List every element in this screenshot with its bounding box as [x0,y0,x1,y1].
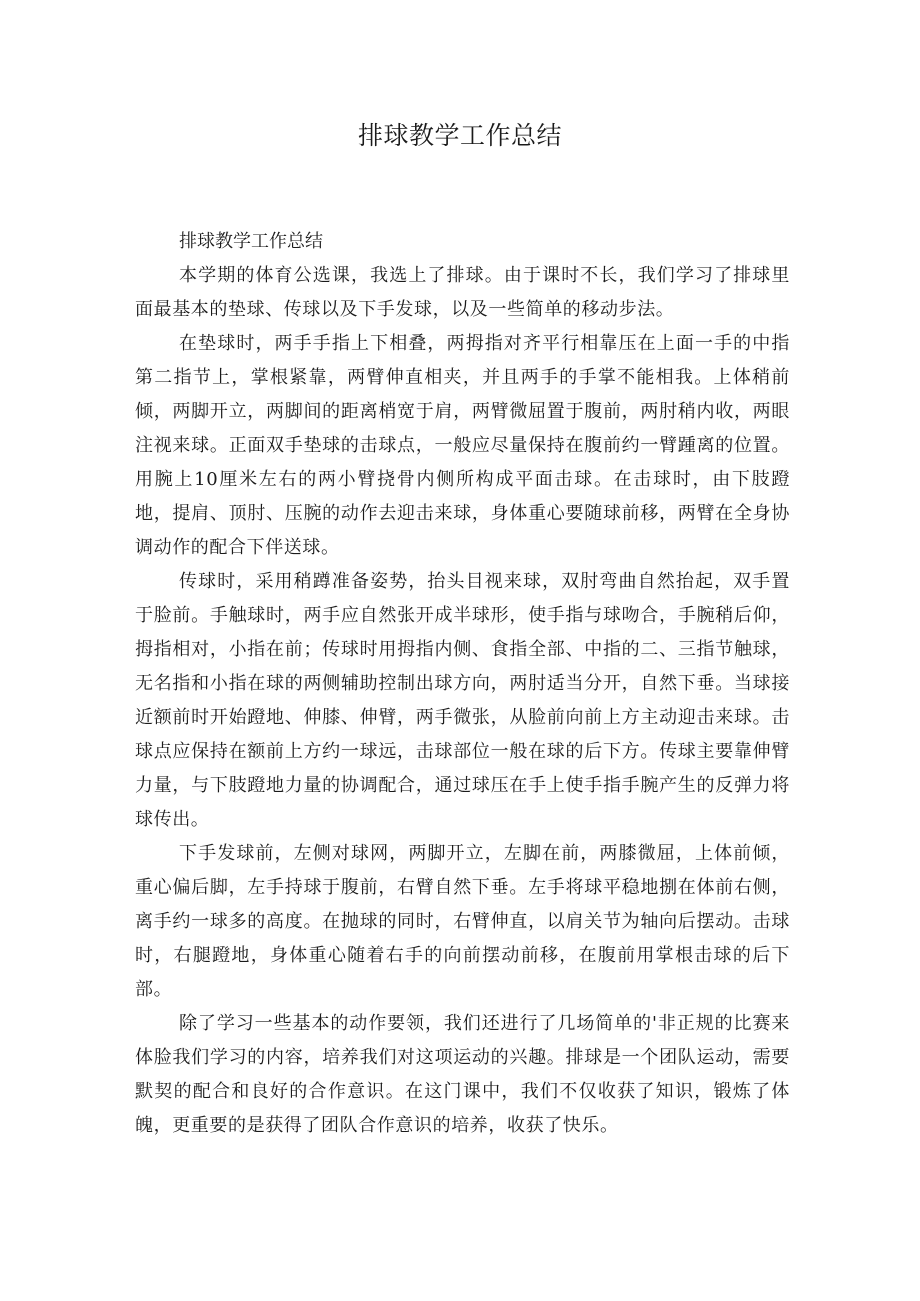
paragraph-conclusion: 除了学习一些基本的动作要领，我们还进行了几场简单的'非正规的比赛来体脸我们学习的内容，培养我们对这项运动的兴趣。排球是一个团队运动，需要默契的配合和良好的合作意识。在这门课中，我们不仅收获了知识，锻炼了体魄，更重要的是获得了团队合作意识的培养，收获了快乐。 [135,1013,790,1136]
paragraph-set: 传球时，采用稍蹲准备姿势，抬头目视来球，双肘弯曲自然抬起，双手置于脸前。手触球时，两手应自然张开成半球形，使手指与球吻合，手腕稍后仰，拇指相对，小指在前；传球时用拇指内侧、食指全部、中指的二、三指节触球，无名指和小指在球的两侧辅助控制出球方向，两肘适当分开，自然下垂。当球接近额前时开始蹬地、伸膝、伸臂，两手微张，从脸前向前上方主动迎击来球。击球点应保持在额前上方约一球远，击球部位一般在球的后下方。传球主要靠伸臂力量，与下肢蹬地力量的协调配合，通过球压在手上使手指手腕产生的反弹力将球传出。 [135,571,790,830]
paragraph-intro: 本学期的体育公选课，我选上了排球。由于课时不长，我们学习了排球里面最基本的垫球、传球以及下手发球，以及一些简单的移动步法。 [135,265,790,320]
paragraph-dig: 在垫球时，两手手指上下相叠，两拇指对齐平行相靠压在上面一手的中指第二指节上，掌根紧靠，两臂伸直相夹，并且两手的手掌不能相我。上体稍前倾，两脚开立，两脚间的距离梢宽于肩，两臂微屈置于腹前，两肘稍内收，两眼注视来球。正面双手垫球的击球点，一般应尽量保持在腹前约一臂踵离的位置。用腕上10厘米左右的两小臂挠骨内侧所构成平面击球。在击球时，由下肢蹬地，提肩、顶肘、压腕的动作去迎击来球，身体重心要随球前移，两臂在全身协调动作的配合下伴送球。 [135,333,790,558]
document-subtitle: 排球教学工作总结 [179,231,323,252]
paragraph-serve: 下手发球前，左侧对球网，两脚开立，左脚在前，两膝微屈，上体前倾，重心偏后脚，左手持球于腹前，右臂自然下垂。左手将球平稳地捌在体前右侧，离手约一球多的高度。在抛球的同时，右臂伸直，以肩关节为轴向后摆动。击球时，右腿蹬地，身体重心随着右手的向前摆动前移，在腹前用掌根击球的后下部。 [135,843,790,1000]
document-title: 排球教学工作总结 [357,121,562,150]
document-body [135,225,790,1143]
